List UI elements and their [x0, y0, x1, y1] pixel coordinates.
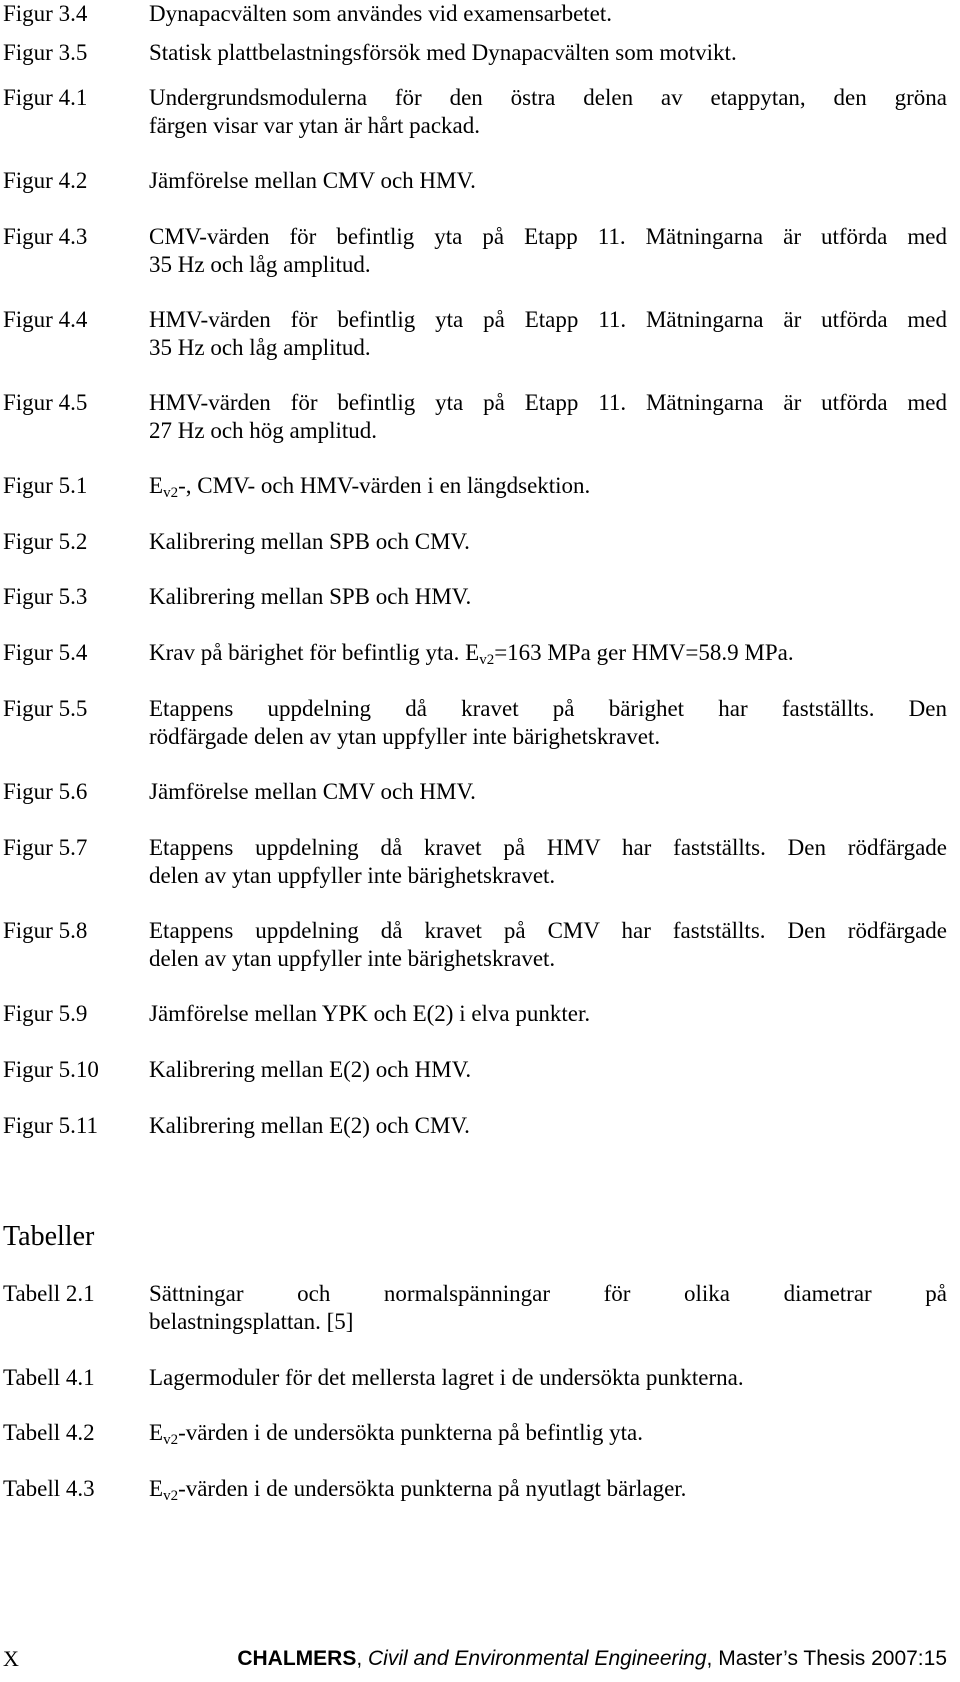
- table-caption: Lagermoduler för det mellersta lagret i de undersökta punkterna.: [149, 1365, 744, 1390]
- figure-label: Figur 4.1: [3, 85, 88, 110]
- figure-caption: Jämförelse mellan CMV och HMV.: [149, 168, 476, 193]
- table-label: Tabell 4.3: [3, 1476, 95, 1501]
- table-caption: $E_{v2}$-värden i de undersökta punkterna på befintlig yta.: [149, 1420, 644, 1448]
- figure-caption: Etappens uppdelning då kravet på CMV har fastställts. Den rödfärgade delen av ytan uppfyller inte bärighetskravet.: [149, 918, 947, 971]
- figure-caption: Statisk plattbelastningsförsök med Dynapacvälten som motvikt.: [149, 40, 737, 65]
- table-caption: $E_{v2}$-värden i de undersökta punkterna på nyutlagt bärlager.: [149, 1476, 687, 1504]
- figure-label: Figur 5.6: [3, 779, 88, 804]
- figure-label: Figur 5.2: [3, 529, 88, 554]
- figure-caption: Undergrundsmodulerna för den östra delen av etappytan, den gröna färgen visar var ytan är hårt packad.: [149, 85, 947, 138]
- table-label: Tabell 4.2: [3, 1420, 95, 1445]
- figure-caption: Etappens uppdelning då kravet på HMV har fastställts. Den rödfärgade delen av ytan uppfyller inte bärighetskravet.: [149, 835, 947, 888]
- page-footer: [0, 1645, 960, 1675]
- figure-caption: Krav på bärighet för befintlig yta. $E_{v2}=163$ MPa ger HMV=58.9 MPa.: [149, 640, 794, 668]
- figure-label: Figur 5.9: [3, 1001, 88, 1026]
- figure-label: Figur 4.3: [3, 224, 88, 249]
- footer-department: Civil and Environmental Engineering: [368, 1647, 707, 1670]
- table-label: Tabell 4.1: [3, 1365, 95, 1390]
- figure-label: Figur 5.5: [3, 696, 88, 721]
- figure-caption: HMV-värden för befintlig yta på Etapp 11. Mätningarna är utförda med 35 Hz och låg amplitud.: [149, 307, 947, 360]
- figure-label: Figur 5.11: [3, 1113, 98, 1138]
- figure-label: Figur 5.7: [3, 835, 88, 860]
- figure-caption: CMV-värden för befintlig yta på Etapp 11. Mätningarna är utförda med 35 Hz och låg amplitud.: [149, 224, 947, 277]
- table-label: Tabell 2.1: [3, 1281, 95, 1306]
- figure-caption: Kalibrering mellan E(2) och CMV.: [149, 1113, 470, 1138]
- figure-label: Figur 4.4: [3, 307, 88, 332]
- table-caption: Sättningar och normalspänningar för olika diametrar på belastningsplattan. [5]: [149, 1281, 947, 1334]
- figure-label: Figur 5.4: [3, 640, 88, 665]
- section-heading-tables: Tabeller: [3, 1221, 95, 1252]
- figure-label: Figur 3.5: [3, 40, 88, 65]
- figure-caption: Jämförelse mellan YPK och E(2) i elva punkter.: [149, 1001, 591, 1026]
- figure-caption: Dynapacvälten som användes vid examensarbetet.: [149, 1, 613, 26]
- figure-label: Figur 5.1: [3, 473, 88, 498]
- figure-label: Figur 4.5: [3, 390, 88, 415]
- figure-caption: $E_{v2}-$, CMV- och HMV-värden i en längdsektion.: [149, 473, 591, 501]
- figure-caption: Jämförelse mellan CMV och HMV.: [149, 779, 476, 804]
- figure-label: Figur 5.10: [3, 1057, 99, 1082]
- page-number: X: [3, 1646, 19, 1671]
- figure-label: Figur 3.4: [3, 1, 88, 26]
- footer-institution: CHALMERS: [237, 1647, 357, 1670]
- figure-caption: Kalibrering mellan SPB och CMV.: [149, 529, 470, 554]
- footer-thesis: Master’s Thesis 2007:15: [718, 1647, 947, 1670]
- figure-label: Figur 5.8: [3, 918, 88, 943]
- figure-label: Figur 4.2: [3, 168, 88, 193]
- figure-caption: Etappens uppdelning då kravet på bärighet har fastställts. Den rödfärgade delen av ytan uppfyller inte bärighetskravet.: [149, 696, 947, 749]
- figure-caption: HMV-värden för befintlig yta på Etapp 11. Mätningarna är utförda med 27 Hz och hög amplitud.: [149, 390, 947, 443]
- figure-caption: Kalibrering mellan E(2) och HMV.: [149, 1057, 472, 1082]
- figure-label: Figur 5.3: [3, 584, 88, 609]
- figure-caption: Kalibrering mellan SPB och HMV.: [149, 584, 472, 609]
- footer-citation: CHALMERS, Civil and Environmental Engineering, Master’s Thesis 2007:15: [237, 1647, 947, 1670]
